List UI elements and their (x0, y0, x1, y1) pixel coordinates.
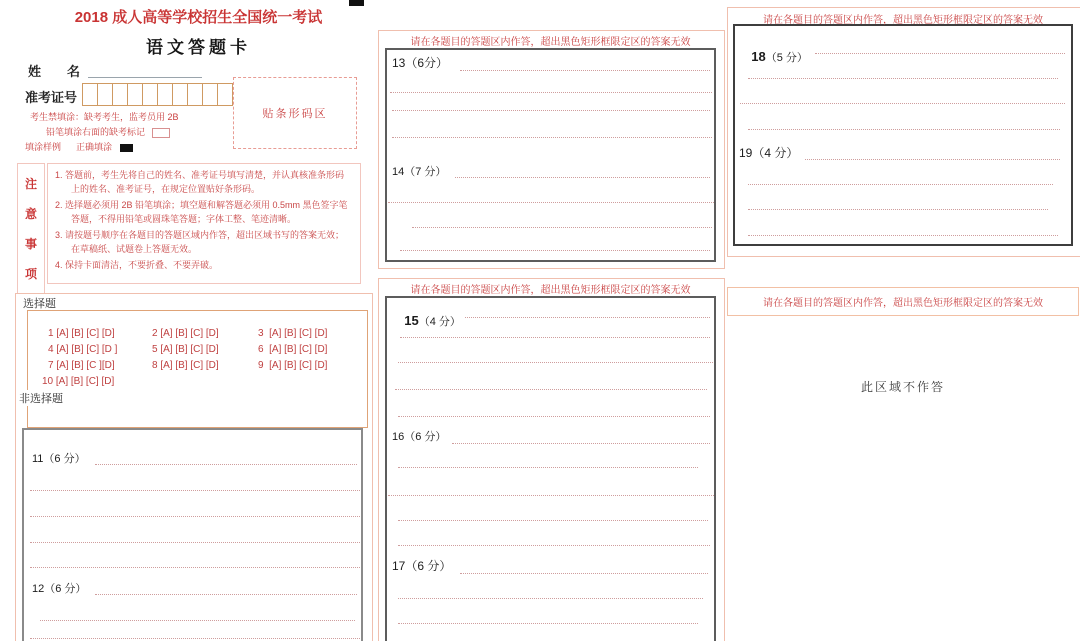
ticket-number-grid[interactable] (82, 83, 233, 106)
right-bottom-instruction-box (727, 287, 1079, 316)
ticket-digit-cell[interactable] (218, 83, 233, 106)
answer-line-q15[interactable] (465, 317, 710, 318)
fill-sample-correct-label: 正确填涂 (76, 142, 113, 152)
ticket-digit-cell[interactable] (173, 83, 188, 106)
q19-label: 19（4 分） (739, 146, 799, 160)
answer-line-q16[interactable] (398, 545, 710, 546)
notice-item (55, 199, 353, 226)
q15-label (392, 301, 461, 341)
notice-item-text: 请按题号顺序在各题目的答题区域内作答，超出区域书写的答案无效；在草稿纸、试题卷上答题无效。 (65, 230, 345, 254)
ticket-label: 准考证号 (25, 90, 78, 105)
answer-box-q13-q14 (385, 48, 716, 262)
instruction-middle-top: 请在各题目的答题区内作答，超出黑色矩形框限定区的答案无效 (410, 37, 691, 48)
notice-item-no: 4. (55, 260, 63, 270)
answer-line-q16[interactable] (388, 495, 714, 496)
absent-note-line1: 考生禁填涂：缺考考生，监考员用 2B (30, 112, 179, 122)
answer-line-q12[interactable] (40, 620, 355, 621)
notice-title-char: 注 (24, 176, 37, 191)
name-label: 姓 名 (28, 64, 81, 79)
barcode-area-label: 贴条形码区 (262, 108, 328, 120)
ticket-digit-cell[interactable] (98, 83, 113, 106)
q18-score: （5 分） (765, 52, 808, 64)
choice-row-2[interactable]: 2 [A] [B] [C] [D] (152, 328, 219, 339)
q15-number: 15 (404, 313, 419, 328)
absent-note-line2-text: 铅笔填涂右面的缺考标记 (46, 127, 146, 137)
ticket-digit-cell[interactable] (113, 83, 128, 106)
barcode-area (233, 77, 357, 149)
ticket-digit-cell[interactable] (203, 83, 218, 106)
choice-row-5[interactable]: 5 [A] [B] [C] [D] (152, 344, 219, 355)
notice-item-no: 3. (55, 230, 63, 240)
q18-label (739, 37, 808, 77)
answer-line-q18[interactable] (748, 129, 1060, 130)
answer-line-q18[interactable] (748, 78, 1058, 79)
answer-line-q17[interactable] (398, 598, 703, 599)
instruction-right-top: 请在各题目的答题区内作答，超出黑色矩形框限定区的答案无效 (763, 15, 1043, 26)
answer-line-q16[interactable] (398, 520, 708, 521)
no-answer-area-label: 此区域不作答 (860, 380, 945, 394)
answer-line-q15[interactable] (398, 362, 713, 363)
notice-item-no: 2. (55, 200, 63, 210)
notice-item (55, 169, 353, 196)
answer-line-q12[interactable] (95, 594, 357, 595)
answer-line-q15[interactable] (395, 389, 707, 390)
choice-row-8[interactable]: 8 [A] [B] [C] [D] (152, 360, 219, 371)
answer-box-q15-q17 (385, 296, 716, 641)
notice-item-text: 选择题必须用 2B 铅笔填涂；填空题和解答题必须用 0.5mm 黑色签字笔答题，不得用铅笔或圆珠笔答题；字体工整、笔迹清晰。 (65, 200, 348, 224)
ticket-digit-cell[interactable] (158, 83, 173, 106)
answer-line-q18[interactable] (815, 53, 1065, 54)
answer-line-q13[interactable] (390, 92, 712, 93)
notice-item-text: 保持卡面清洁，不要折叠、不要弄破。 (65, 260, 219, 270)
answer-line-q12[interactable] (30, 638, 360, 639)
answer-line-q19[interactable] (748, 235, 1058, 236)
choice-row-10[interactable]: 10 [A] [B] [C] [D] (42, 376, 115, 387)
answer-line-q13[interactable] (392, 137, 712, 138)
answer-line-q17[interactable] (460, 573, 708, 574)
fill-sample-row (25, 140, 133, 153)
instruction-right-bottom: 请在各题目的答题区内作答，超出黑色矩形框限定区的答案无效 (763, 298, 1043, 309)
answer-line-q14[interactable] (388, 202, 714, 203)
choice-row-4[interactable]: 4 [A] [B] [C] [D ] (48, 344, 118, 355)
ticket-digit-cell[interactable] (82, 83, 98, 106)
q12-label: 12（6 分） (32, 583, 87, 595)
ticket-digit-cell[interactable] (188, 83, 203, 106)
choice-row-7[interactable]: 7 [A] [B] [C ][D] (48, 360, 115, 371)
exam-title: 2018 成人高等学校招生全国统一考试 (74, 9, 323, 26)
answer-line-q19[interactable] (805, 159, 1060, 160)
choice-row-3[interactable]: 3 [A] [B] [C] [D] (258, 328, 328, 339)
q18-number: 18 (751, 49, 766, 64)
answer-line-q11[interactable] (95, 464, 357, 465)
q17-label: 17（6 分） (392, 559, 452, 573)
answer-line-q11[interactable] (30, 516, 360, 517)
answer-line-q17[interactable] (398, 623, 698, 624)
answer-line-q18[interactable] (740, 103, 1065, 104)
answer-line-q16[interactable] (398, 467, 698, 468)
answer-line-q11[interactable] (30, 542, 360, 543)
notice-title-char: 项 (24, 267, 37, 282)
notice-item (55, 259, 353, 273)
notice-title-box (17, 163, 45, 294)
notice-item-no: 1. (55, 170, 63, 180)
choice-section-title: 选择题 (21, 295, 58, 311)
instruction-middle-bottom: 请在各题目的答题区内作答，超出黑色矩形框限定区的答案无效 (410, 285, 691, 296)
answer-line-q15[interactable] (398, 416, 710, 417)
ticket-digit-cell[interactable] (143, 83, 158, 106)
answer-line-q19[interactable] (748, 184, 1053, 185)
answer-line-q15[interactable] (400, 337, 710, 338)
notice-body-box (47, 163, 361, 284)
answer-line-q19[interactable] (748, 209, 1048, 210)
answer-line-q14[interactable] (455, 177, 710, 178)
ticket-digit-cell[interactable] (128, 83, 143, 106)
sheet-title: 语文答题卡 (146, 38, 251, 57)
q14-label: 14（7 分） (392, 166, 447, 178)
answer-line-q14[interactable] (400, 250, 710, 251)
notice-item (55, 229, 353, 256)
answer-line-q16[interactable] (452, 443, 710, 444)
answer-line-q11[interactable] (30, 567, 360, 568)
name-input-line[interactable] (88, 62, 202, 78)
choice-row-1[interactable]: 1 [A] [B] [C] [D] (48, 328, 115, 339)
fill-sample-label: 填涂样例 (25, 142, 62, 152)
answer-line-q13[interactable] (392, 110, 710, 111)
q16-label: 16（6 分） (392, 431, 447, 443)
q15-score: （4 分） (418, 316, 461, 328)
notice-title-char: 意 (24, 206, 37, 221)
non-choice-section-title: 非选择题 (17, 390, 65, 406)
q13-label: 13（6分） (392, 56, 449, 70)
answer-line-q11[interactable] (30, 490, 360, 491)
absent-note-line2 (46, 125, 170, 138)
absent-mark-box[interactable] (152, 128, 170, 138)
answer-line-q14[interactable] (412, 227, 712, 228)
answer-line-q13[interactable] (460, 70, 710, 71)
choice-row-6[interactable]: 6 [A] [B] [C] [D] (258, 344, 328, 355)
notice-title-char: 事 (24, 237, 37, 252)
notice-item-text: 答题前，考生先将自己的姓名、准考证号填写清楚，并认真核准条形码上的姓名、准考证号，在规定位置贴好条形码。 (65, 170, 345, 194)
correct-fill-sample-swatch (120, 144, 133, 152)
choice-row-9[interactable]: 9 [A] [B] [C] [D] (258, 360, 328, 371)
q11-label: 11（6 分） (32, 453, 86, 465)
